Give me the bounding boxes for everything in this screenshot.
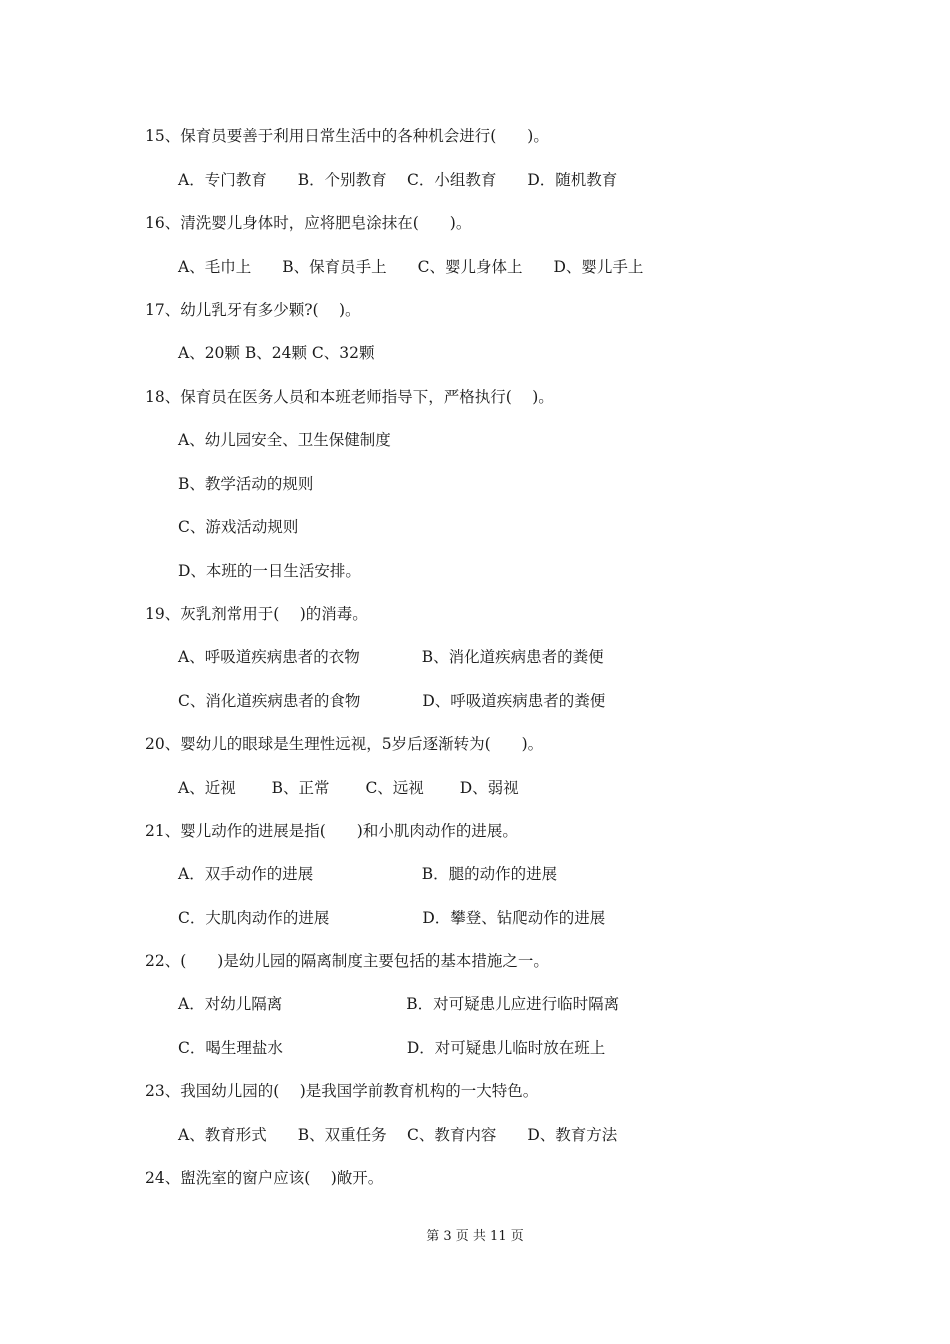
options-22-row1: A．对幼儿隔离 B．对可疑患儿应进行临时隔离 <box>178 995 620 1013</box>
options-21-row2: C．大肌肉动作的进展 D．攀登、钻爬动作的进展 <box>178 909 606 927</box>
option-18-a: A、幼儿园安全、卫生保健制度 <box>178 431 391 449</box>
question-16: 16、清洗婴儿身体时，应将肥皂涂抹在( )。 <box>145 214 472 232</box>
option-18-b: B、教学活动的规则 <box>178 475 314 493</box>
options-17: A、20颗 B、24颗 C、32颗 <box>178 344 375 362</box>
option-18-d: D、本班的一日生活安排。 <box>178 562 361 580</box>
options-16: A、毛巾上 B、保育员手上 C、婴儿身体上 D、婴儿手上 <box>178 258 644 276</box>
question-20: 20、婴幼儿的眼球是生理性远视，5岁后逐渐转为( )。 <box>145 735 544 753</box>
options-23: A、教育形式 B、双重任务 C、教育内容 D、教育方法 <box>178 1126 618 1144</box>
option-18-c: C、游戏活动规则 <box>178 518 299 536</box>
options-19-row2: C、消化道疾病患者的食物 D、呼吸道疾病患者的粪便 <box>178 692 606 710</box>
question-19: 19、灰乳剂常用于( )的消毒。 <box>145 605 368 623</box>
question-21: 21、婴儿动作的进展是指( )和小肌肉动作的进展。 <box>145 822 518 840</box>
question-15: 15、保育员要善于利用日常生活中的各种机会进行( )。 <box>145 127 549 145</box>
options-19-row1: A、呼吸道疾病患者的衣物 B、消化道疾病患者的粪便 <box>178 648 604 666</box>
options-21-row1: A．双手动作的进展 B．腿的动作的进展 <box>178 865 558 883</box>
options-20: A、近视 B、正常 C、远视 D、弱视 <box>178 779 519 797</box>
question-23: 23、我国幼儿园的( )是我国学前教育机构的一大特色。 <box>145 1082 539 1100</box>
question-17: 17、幼儿乳牙有多少颗?( )。 <box>145 301 361 319</box>
options-22-row2: C．喝生理盐水 D．对可疑患儿临时放在班上 <box>178 1039 606 1057</box>
question-18: 18、保育员在医务人员和本班老师指导下，严格执行( )。 <box>145 388 554 406</box>
question-22: 22、( )是幼儿园的隔离制度主要包括的基本措施之一。 <box>145 952 549 970</box>
page-footer: 第 3 页 共 11 页 <box>426 1229 524 1244</box>
options-15: A．专门教育 B．个别教育 C．小组教育 D．随机教育 <box>178 171 618 189</box>
question-24: 24、盥洗室的窗户应该( )敞开。 <box>145 1169 384 1187</box>
